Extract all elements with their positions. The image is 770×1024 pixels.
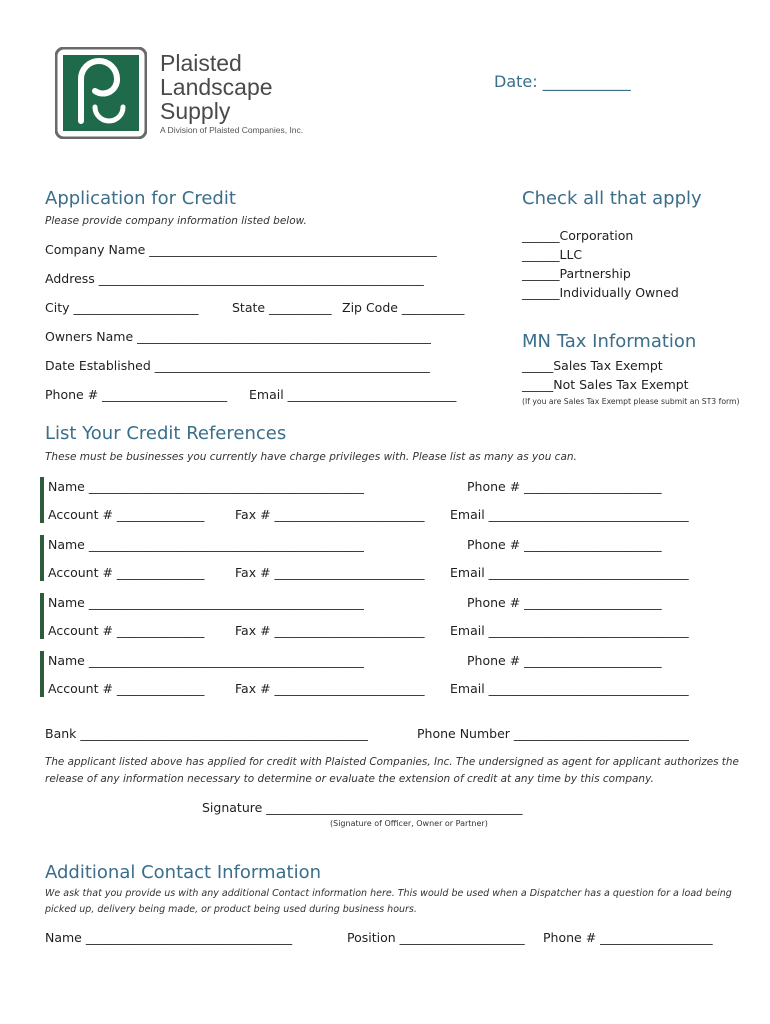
- date-established-field[interactable]: Date Established ____________________________________________: [45, 358, 430, 373]
- check-all-title: Check all that apply: [522, 188, 702, 209]
- additional-contact-title: Additional Contact Information: [45, 862, 322, 883]
- checkbox-corporation[interactable]: ______Corporation: [522, 228, 634, 243]
- reference-1-name-field[interactable]: Name ____________________________________________: [48, 479, 364, 494]
- reference-4-phone-field[interactable]: Phone # ______________________: [467, 653, 662, 668]
- authorization-text-line1: The applicant listed above has applied for credit with Plaisted Companies, Inc. The undersigned as agent for applicant authorizes the: [45, 756, 739, 768]
- checkbox-not-sales-tax-exempt[interactable]: _____Not Sales Tax Exempt: [522, 377, 689, 392]
- zip-code-field[interactable]: Zip Code __________: [342, 300, 465, 315]
- checkbox-sales-tax-exempt[interactable]: _____Sales Tax Exempt: [522, 358, 663, 373]
- checkbox-individually-owned[interactable]: ______Individually Owned: [522, 285, 679, 300]
- reference-3-fax-field[interactable]: Fax # ________________________: [235, 623, 425, 638]
- signature-field[interactable]: Signature _________________________________________: [202, 800, 523, 815]
- brand-name-line2: Landscape: [160, 74, 273, 100]
- reference-3-phone-field[interactable]: Phone # ______________________: [467, 595, 662, 610]
- reference-1-phone-field[interactable]: Phone # ______________________: [467, 479, 662, 494]
- reference-1-account-field[interactable]: Account # ______________: [48, 507, 205, 522]
- state-field[interactable]: State __________: [232, 300, 332, 315]
- bank-phone-number-field[interactable]: Phone Number ____________________________: [417, 726, 689, 741]
- reference-2-accent-bar: [40, 535, 44, 581]
- contact-phone-field[interactable]: Phone # __________________: [543, 930, 713, 945]
- reference-3-account-field[interactable]: Account # ______________: [48, 623, 205, 638]
- brand-name-line1: Plaisted: [160, 50, 242, 76]
- additional-contact-text-line1: We ask that you provide us with any additional Contact information here. This would be used when a Dispatcher has a question for a load being: [45, 888, 732, 899]
- reference-2-email-field[interactable]: Email ________________________________: [450, 565, 689, 580]
- reference-2-account-field[interactable]: Account # ______________: [48, 565, 205, 580]
- checkbox-partnership[interactable]: ______Partnership: [522, 266, 631, 281]
- additional-contact-text-line2: picked up, delivery being made, or product being used during business hours.: [45, 904, 417, 915]
- credit-application-subtitle: Please provide company information listed below.: [45, 215, 307, 227]
- company-logo: [55, 47, 147, 139]
- contact-position-field[interactable]: Position ____________________: [347, 930, 525, 945]
- reference-2-name-field[interactable]: Name ____________________________________________: [48, 537, 364, 552]
- reference-3-email-field[interactable]: Email ________________________________: [450, 623, 689, 638]
- address-field[interactable]: Address ____________________________________________________: [45, 271, 424, 286]
- city-field[interactable]: City ____________________: [45, 300, 199, 315]
- reference-3-name-field[interactable]: Name ____________________________________________: [48, 595, 364, 610]
- contact-name-field[interactable]: Name _________________________________: [45, 930, 293, 945]
- reference-4-account-field[interactable]: Account # ______________: [48, 681, 205, 696]
- reference-1-email-field[interactable]: Email ________________________________: [450, 507, 689, 522]
- reference-2-phone-field[interactable]: Phone # ______________________: [467, 537, 662, 552]
- reference-4-email-field[interactable]: Email ________________________________: [450, 681, 689, 696]
- owners-name-field[interactable]: Owners Name _______________________________________________: [45, 329, 431, 344]
- credit-references-title: List Your Credit References: [45, 423, 287, 444]
- reference-2-fax-field[interactable]: Fax # ________________________: [235, 565, 425, 580]
- credit-references-subtitle: These must be businesses you currently have charge privileges with. Please list as many as you can.: [45, 451, 577, 463]
- email-field[interactable]: Email ___________________________: [249, 387, 457, 402]
- brand-tagline: A Division of Plaisted Companies, Inc.: [160, 125, 304, 135]
- reference-1-accent-bar: [40, 477, 44, 523]
- mn-tax-title: MN Tax Information: [522, 331, 697, 352]
- reference-4-accent-bar: [40, 651, 44, 697]
- reference-1-fax-field[interactable]: Fax # ________________________: [235, 507, 425, 522]
- reference-3-accent-bar: [40, 593, 44, 639]
- reference-4-fax-field[interactable]: Fax # ________________________: [235, 681, 425, 696]
- phone-field[interactable]: Phone # ____________________: [45, 387, 228, 402]
- bank-field[interactable]: Bank ______________________________________________: [45, 726, 368, 741]
- st3-form-note: (If you are Sales Tax Exempt please submit an ST3 form): [522, 397, 740, 406]
- authorization-text-line2: release of any information necessary to determine or evaluate the extension of credit at any time by this company.: [45, 773, 654, 785]
- reference-4-name-field[interactable]: Name ____________________________________________: [48, 653, 364, 668]
- company-name-field[interactable]: Company Name ______________________________________________: [45, 242, 437, 257]
- checkbox-llc[interactable]: ______LLC: [522, 247, 583, 262]
- credit-application-title: Application for Credit: [45, 188, 236, 209]
- date-field[interactable]: Date: ___________: [494, 72, 631, 91]
- brand-name-line3: Supply: [160, 98, 231, 124]
- signature-note: (Signature of Officer, Owner or Partner): [330, 819, 488, 828]
